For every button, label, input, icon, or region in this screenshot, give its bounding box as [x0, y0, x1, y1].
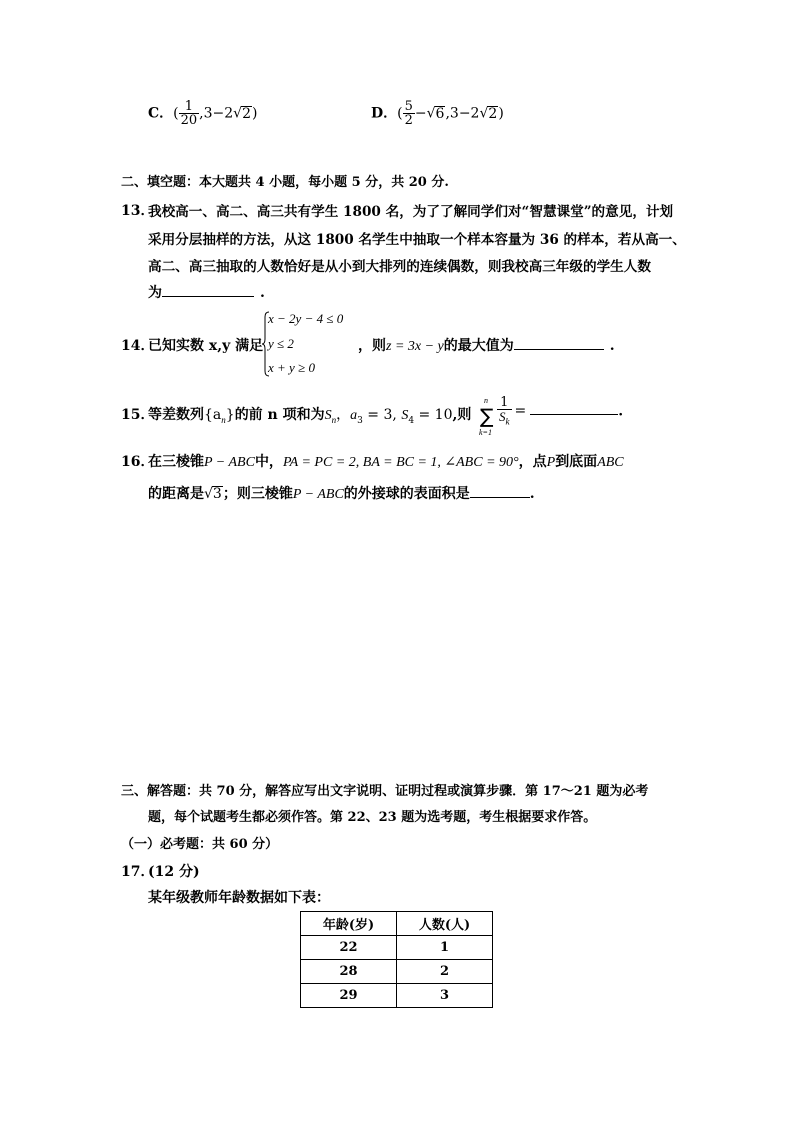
table-cell: 28	[301, 960, 397, 984]
table-row	[301, 960, 493, 984]
question-13-line-1: 我校高一、高二、高三共有学生 1800 名，为了了解同学们对“智慧课堂”的意见，计划	[148, 204, 674, 220]
table-header-row	[301, 912, 493, 936]
fraction: $\frac{5}{2}$	[404, 99, 413, 128]
question-15-fraction: $\frac{1}{S_k}$ = .	[499, 395, 624, 427]
question-17-points: (12 分)	[148, 864, 200, 880]
option-d: D．( $\frac{5}{2}$ −√6,3−2√2)	[371, 99, 504, 128]
question-16-number: 16．	[121, 454, 155, 470]
question-14-text-before: 已知实数 x,y 满足	[148, 338, 264, 354]
section-3-heading-line-2: 题，每个试题考生都必须作答。第 22、23 题为选考题，考生根据要求作答。	[148, 810, 597, 825]
answer-blank[interactable]	[162, 282, 254, 297]
question-15-number: 15．	[121, 407, 155, 423]
age-table	[300, 911, 493, 1008]
table-row	[301, 936, 493, 960]
table-cell: 29	[301, 984, 397, 1008]
constraint-3: x + y ≥ 0	[268, 360, 315, 375]
table-header-age: 年龄(岁)	[301, 912, 397, 936]
fraction: $\frac{1}{20}$	[180, 99, 198, 128]
answer-blank[interactable]	[514, 335, 604, 350]
question-17-number: 17．	[121, 864, 155, 880]
question-13-number: 13．	[121, 203, 155, 219]
question-13-line-2: 采用分层抽样的方法，从这 1800 名学生中抽取一个样本容量为 36 的样本，若从高一、	[148, 232, 686, 248]
section-3-sub-heading: （一）必考题：共 60 分）	[121, 837, 279, 852]
radical-sign: √	[204, 486, 213, 502]
question-14-text-after: ，则z = 3x − y的最大值为 .	[358, 335, 615, 355]
constraint-2: y ≤ 2	[268, 336, 294, 351]
question-15-text: 等差数列$\{a_n\}$的前 n 项和为$S_n$，$a_3 = 3$, $S_4 = 10$,则	[148, 407, 472, 426]
radical-sign: √	[479, 105, 489, 122]
option-c: C．( $\frac{1}{20}$ ,3−2√2)	[148, 99, 258, 128]
section-2-heading: 二、填空题：本大题共 4 小题，每小题 5 分，共 20 分.	[121, 175, 449, 190]
constraint-1: x − 2y − 4 ≤ 0	[268, 311, 344, 326]
question-14-number: 14．	[121, 338, 155, 354]
table-cell: 2	[397, 960, 493, 984]
question-13-line-4: 为 .	[148, 282, 265, 302]
fraction: $\frac{1}{S_k}$	[499, 395, 510, 427]
radical-sign: √	[426, 105, 436, 122]
answer-blank[interactable]	[530, 400, 618, 415]
option-d-label: D．	[371, 105, 398, 122]
table-cell: 3	[397, 984, 493, 1008]
table-cell: 1	[397, 936, 493, 960]
section-3-heading-line-1: 三、解答题：共 70 分，解答应写出文字说明、证明过程或演算步骤．第 17～21 题为必考	[121, 784, 649, 799]
constraint-system	[262, 311, 362, 377]
radical-sign: √	[233, 105, 243, 122]
option-c-label: C．	[148, 105, 174, 122]
question-17-intro: 某年级教师年龄数据如下表：	[148, 890, 330, 906]
table-header-count: 人数(人)	[397, 912, 493, 936]
summation-sign: n ∑ k=1	[479, 396, 494, 437]
question-16-line-2: 的距离是√3；则三棱锥P − ABC的外接球的表面积是 .	[148, 483, 535, 503]
table-cell: 22	[301, 936, 397, 960]
table-row	[301, 984, 493, 1008]
question-13-line-3: 高二、高三抽取的人数恰好是从小到大排列的连续偶数，则我校高三年级的学生人数	[148, 259, 651, 275]
question-16-line-1: 在三棱锥P − ABC中，PA = PC = 2, BA = BC = 1, ∠ABC = 90°，点P到底面ABC	[148, 454, 624, 470]
answer-blank[interactable]	[470, 483, 530, 498]
